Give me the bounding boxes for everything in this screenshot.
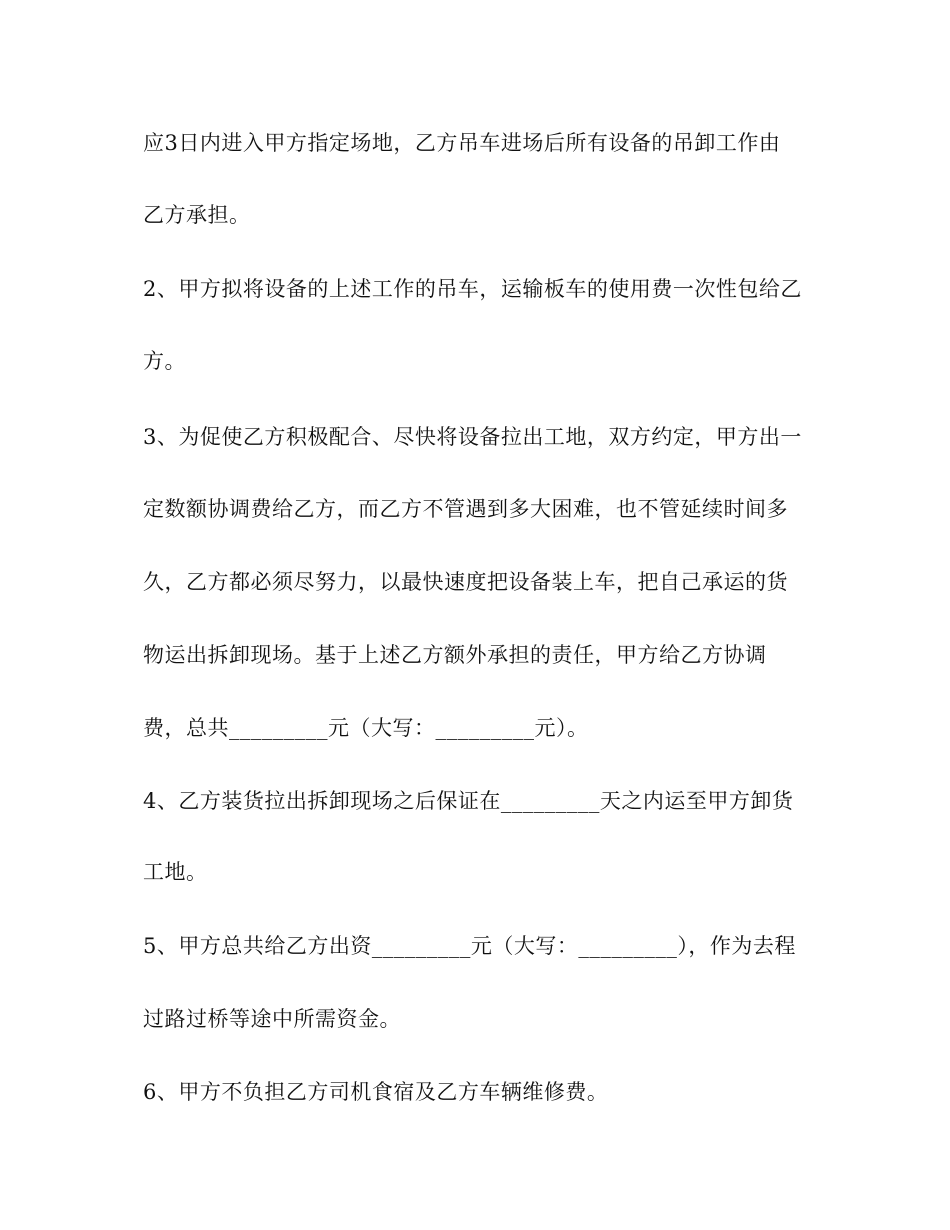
text-line: 过路过桥等途中所需资金。: [143, 1007, 401, 1031]
clause-6: 6、甲方不负担乙方司机食宿及乙方车辆维修费。: [143, 1080, 609, 1104]
clause-5: 5、甲方总共给乙方出资_________元（大写：_________），作为去程: [143, 934, 796, 958]
clause-2: 2、甲方拟将设备的上述工作的吊车，运输板车的使用费一次性包给乙: [143, 277, 802, 301]
text-line: 费，总共_________元（大写：_________元）。: [143, 716, 589, 740]
text-line: 应3日内进入甲方指定场地，乙方吊车进场后所有设备的吊卸工作由: [143, 131, 781, 155]
text-line: 物运出拆卸现场。基于上述乙方额外承担的责任，甲方给乙方协调: [143, 643, 767, 667]
text-line: 乙方承担。: [143, 203, 251, 227]
clause-4: 4、乙方装货拉出拆卸现场之后保证在_________天之内运至甲方卸货: [143, 789, 794, 813]
text-line: 定数额协调费给乙方，而乙方不管遇到多大困难，也不管延续时间多: [143, 497, 788, 521]
text-line: 久，乙方都必须尽努力，以最快速度把设备装上车，把自己承运的货: [143, 570, 788, 594]
text-line: 方。: [143, 349, 186, 373]
clause-3: 3、为促使乙方积极配合、尽快将设备拉出工地，双方约定，甲方出一: [143, 425, 802, 449]
text-line: 工地。: [143, 860, 208, 884]
